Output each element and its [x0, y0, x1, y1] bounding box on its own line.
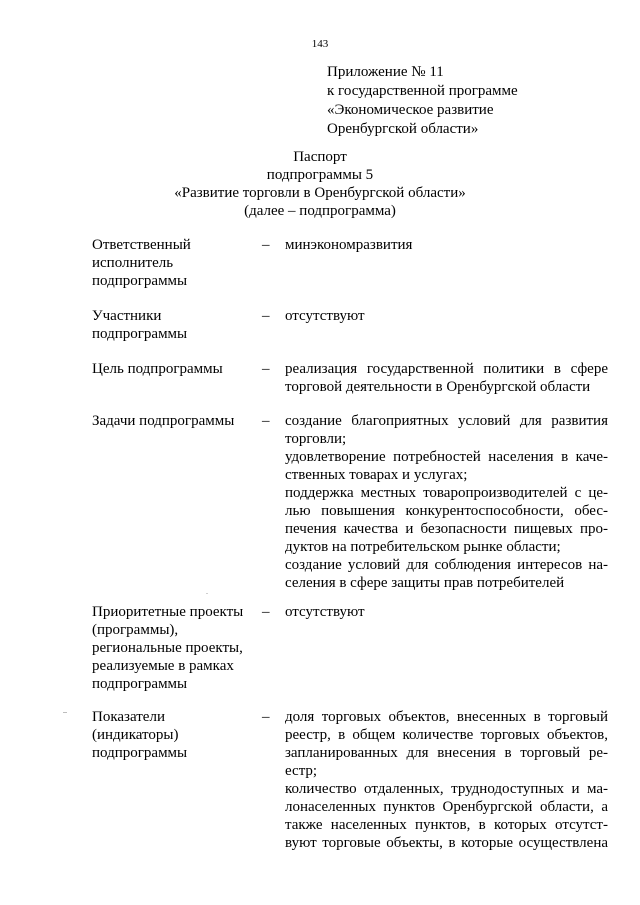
row-dash: –: [262, 308, 270, 324]
row-label-line: Ответственный: [92, 237, 191, 253]
row-label-line: исполнитель: [92, 255, 174, 271]
row-value-line: доля торговых объектов, внесенных в торговый: [285, 709, 608, 725]
row-label: [92, 360, 257, 378]
row-label: [92, 412, 257, 430]
appendix-line: к государственной программе: [327, 83, 518, 99]
row-value-line: реализация государственной политики в сфере: [285, 361, 608, 377]
row-label-line: Цель подпрограммы: [92, 361, 223, 377]
row-value-line: ственных товарах и услугах;: [285, 467, 468, 483]
row-value-line: лью повышения конкурентоспособности, обес-: [285, 503, 608, 519]
row-dash: –: [262, 604, 270, 620]
row-value-line: печения качества и безопасности пищевых про-: [285, 521, 608, 537]
row-value-line: минэкономразвития: [285, 237, 413, 253]
row-label-line: (программы),: [92, 622, 179, 638]
title-line: подпрограммы 5: [266, 167, 374, 183]
row-label-line: реализуемые в рамках: [92, 658, 234, 674]
row-dash: –: [262, 413, 270, 429]
title-line: (далее – подпрограмма): [244, 203, 396, 219]
row-value: [285, 412, 608, 592]
row-value: [285, 708, 608, 852]
row-value-line: вуют торговые объекты, в которые осуществлена: [285, 835, 608, 851]
row-label: [92, 307, 257, 343]
row-value-line: селения в сфере защиты прав потребителей: [285, 575, 565, 591]
row-label: [92, 603, 257, 693]
row-value-line: создание благоприятных условий для развития: [285, 413, 608, 429]
scan-speck: [206, 593, 208, 594]
row-dash: –: [262, 361, 270, 377]
row-label-line: Показатели: [92, 709, 165, 725]
appendix-line: «Экономическое развитие: [327, 102, 494, 118]
row-value-line: количество отдаленных, труднодоступных и ма-: [285, 781, 608, 797]
row-value-line: создание условий для соблюдения интересов на-: [285, 557, 608, 573]
row-value-line: торговой деятельности в Оренбургской области: [285, 379, 591, 395]
row-value-line: реестр, в общем количестве торговых объектов,: [285, 727, 608, 743]
scan-speck: [63, 712, 67, 713]
row-label: [92, 708, 257, 762]
appendix-header: [327, 63, 518, 139]
row-value: [285, 236, 608, 254]
row-label-line: Задачи подпрограммы: [92, 413, 235, 429]
row-value: [285, 307, 608, 325]
row-value-line: запланированных для внесения в торговый ре-: [285, 745, 608, 761]
passport-title: [0, 148, 640, 220]
row-label-line: Приоритетные проекты: [92, 604, 244, 620]
row-value-line: дуктов на потребительском рынке области;: [285, 539, 561, 555]
page-number: 143: [311, 38, 329, 50]
row-value-line: естр;: [285, 763, 318, 779]
row-label-line: подпрограммы: [92, 745, 188, 761]
appendix-line: Приложение № 11: [327, 64, 444, 80]
row-label-line: (индикаторы): [92, 727, 179, 743]
title-line: Паспорт: [293, 149, 347, 165]
appendix-line: Оренбургской области»: [327, 121, 479, 137]
row-label-line: подпрограммы: [92, 676, 188, 692]
row-value-line: отсутствуют: [285, 308, 365, 324]
row-label: [92, 236, 257, 290]
row-label-line: Участники: [92, 308, 162, 324]
row-value-line: торговли;: [285, 431, 347, 447]
row-value-line: поддержка местных товаропроизводителей с це-: [285, 485, 608, 501]
row-value: [285, 603, 608, 621]
row-dash: –: [262, 237, 270, 253]
row-label-line: подпрограммы: [92, 273, 188, 289]
row-value-line: удовлетворение потребностей населения в каче-: [285, 449, 608, 465]
title-line: «Развитие торговли в Оренбургской области»: [174, 185, 466, 201]
row-value: [285, 360, 608, 396]
row-value-line: отсутствуют: [285, 604, 365, 620]
row-dash: –: [262, 709, 270, 725]
row-label-line: подпрограммы: [92, 326, 188, 342]
row-label-line: региональные проекты,: [92, 640, 243, 656]
row-value-line: также населенных пунктов, в которых отсутст-: [285, 817, 608, 833]
row-value-line: лонаселенных пунктов Оренбургской области, а: [285, 799, 608, 815]
